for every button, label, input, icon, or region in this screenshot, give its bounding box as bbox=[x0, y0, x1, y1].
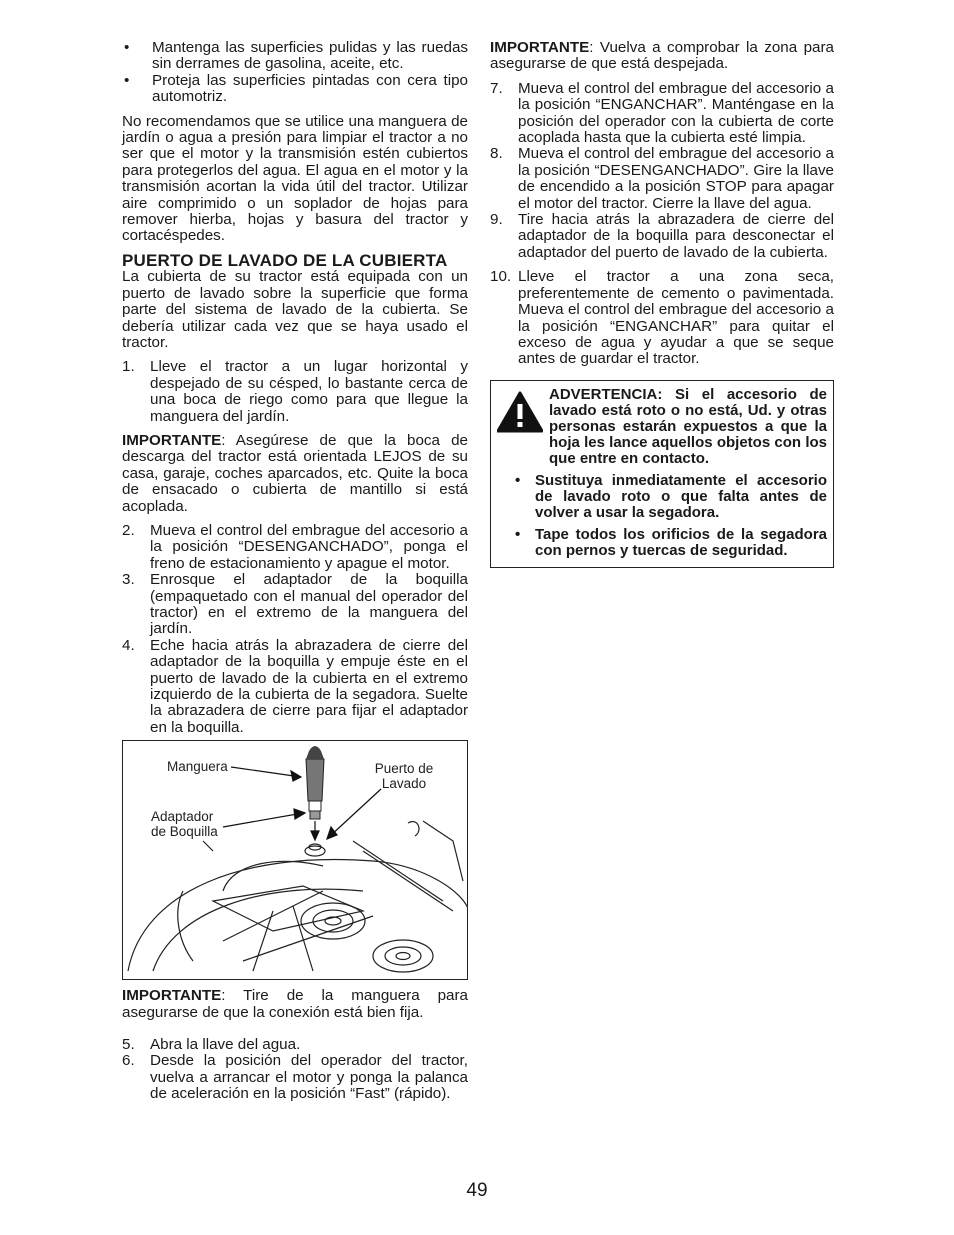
warning-box bbox=[490, 380, 834, 568]
step-number: 6. bbox=[122, 1052, 135, 1070]
step-text: Abra la llave del agua. bbox=[150, 1036, 301, 1054]
step-text: Tire hacia atrás la abrazadera de cierre del adaptador de la boquilla para desconectar el adaptador del puerto de lavado de la cubierta. bbox=[518, 211, 834, 261]
step-number: 7. bbox=[490, 79, 503, 97]
step-number: 10. bbox=[490, 268, 512, 286]
list-item bbox=[122, 1053, 468, 1102]
page-number: 49 bbox=[466, 1180, 488, 1201]
step-text: Eche hacia atrás la abrazadera de cierre del adaptador de la boquilla y empuje éste en el puerto de lavado de la cubierta en el extremo izquierdo de la cubierta de la segadora. Suelte la abrazadera de cierre para fijar el adaptador en la boquilla. bbox=[150, 636, 468, 736]
list-item bbox=[497, 527, 827, 559]
step-number: 3. bbox=[122, 571, 135, 589]
list-item bbox=[122, 40, 468, 73]
step-text: Lleve el tractor a un lugar horizontal y despejado de su césped, lo bastante cerca de una boca de riego como para que llegue la manguera del jardín. bbox=[150, 358, 468, 425]
list-item bbox=[497, 473, 827, 521]
step-text: Lleve el tractor a una zona seca, preferentemente de cemento o pavimentada. Mueva el control del embrague del accesorio a la posición “ENGANCHAR” para quitar el exceso de agua y ayudar a que se seque antes de guardar el tractor. bbox=[518, 268, 834, 368]
warning-text: ADVERTENCIA: Si el accesorio de lavado está roto o no está, Ud. y otras personas estarán expuestos a que la hoja les lance aquellos objetos con los que entre en contacto. bbox=[549, 385, 827, 467]
warning-bullet-text: Tape todos los orificios de la segadora con pernos y tuercas de seguridad. bbox=[535, 525, 827, 559]
bullet-marker: • bbox=[124, 39, 130, 56]
important-note bbox=[122, 433, 468, 515]
list-item bbox=[490, 212, 834, 261]
section-heading: PUERTO DE LAVADO DE LA CUBIERTA bbox=[122, 250, 448, 270]
list-item bbox=[122, 1037, 468, 1053]
bullet-marker: • bbox=[515, 471, 521, 489]
bullet-marker: • bbox=[515, 525, 521, 543]
step-text: Enrosque el adaptador de la boquilla (empaquetado con el manual del operador del tractor) en el extremo de la manguera del jardín. bbox=[150, 571, 468, 638]
list-item bbox=[122, 572, 468, 638]
list-item bbox=[490, 269, 834, 367]
list-item bbox=[490, 146, 834, 212]
step-text: Mueva el control del embrague del accesorio a la posición “DESENGANCHADO”, ponga el freno de estacionamiento y apague el motor. bbox=[150, 521, 468, 572]
important-note bbox=[490, 40, 834, 73]
bullet-text: Proteja las superficies pintadas con cera tipo automotriz. bbox=[152, 71, 468, 106]
right-column bbox=[490, 40, 834, 568]
important-text: : Asegúrese de que la boca de descarga del tractor está orientada LEJOS de su casa, garaje, coches aparcados, etc. Quite la boca de ensacado o cubierta de mantillo si está acoplada. bbox=[122, 431, 468, 515]
step-number: 2. bbox=[122, 521, 135, 539]
step-number: 9. bbox=[490, 211, 503, 229]
important-text: : Tire de la manguera para asegurarse de que la conexión está bien fija. bbox=[122, 987, 468, 1021]
step-text: Desde la posición del operador del tractor, vuelva a arrancar el motor y ponga la palanca de aceleración en la posición “Fast” (rápido). bbox=[150, 1052, 468, 1103]
list-item bbox=[122, 359, 468, 425]
important-text: : Vuelva a comprobar la zona para asegurarse de que está despejada. bbox=[490, 39, 834, 73]
bullet-marker: • bbox=[124, 71, 130, 89]
paragraph: La cubierta de su tractor está equipada con un puerto de lavado sobre la superficie que forma parte del sistema de lavado de la cubierta. Se debería utilizar cada vez que se haya usado el tractor. bbox=[122, 268, 468, 351]
hose-shape bbox=[306, 746, 324, 819]
list-item bbox=[490, 81, 834, 147]
left-column bbox=[122, 40, 468, 1103]
step-number: 8. bbox=[490, 145, 503, 163]
important-label: IMPORTANTE bbox=[490, 39, 590, 56]
list-item bbox=[122, 73, 468, 106]
warning-triangle-icon bbox=[497, 391, 549, 467]
bullet-text: Mantenga las superficies pulidas y las ruedas sin derrames de gasolina, aceite, etc. bbox=[152, 39, 468, 73]
list-item bbox=[122, 638, 468, 736]
warning-bullet-text: Sustituya inmediatamente el accesorio de lavado roto o que falta antes de volver a usar la segadora. bbox=[535, 471, 827, 521]
label-nozzle-adapter: Adaptador de Boquilla bbox=[151, 809, 218, 840]
step-number: 5. bbox=[122, 1036, 135, 1054]
label-hose: Manguera bbox=[167, 759, 228, 775]
step-text: Mueva el control del embrague del accesorio a la posición “DESENGANCHADO”. Gire la llave de encendido a la posición STOP para apagar el motor del tractor. Cierre la llave del agua. bbox=[518, 145, 834, 212]
important-label: IMPORTANTE bbox=[122, 987, 222, 1005]
step-text: Mueva el control del embrague del accesorio a la posición “ENGANCHAR”. Manténgase en la posición del operador con la cubierta de corte acoplada hasta que la cubierta esté limpia. bbox=[518, 79, 834, 147]
important-note bbox=[122, 988, 468, 1021]
label-wash-port: Puerto de Lavado bbox=[374, 761, 434, 792]
paragraph: No recomendamos que se utilice una manguera de jardín o agua a presión para limpiar el tractor a no ser que el motor y la transmisión estén cubiertos para protegerlos del agua. El agua en el motor y la transmisión acortan la vida útil del tractor. Utilizar aire comprimido o un soplador de hojas para remover hierba, hojas y basura del tractor y cortacéspedes. bbox=[122, 112, 468, 245]
important-label: IMPORTANTE bbox=[122, 431, 222, 449]
step-number: 1. bbox=[122, 358, 135, 376]
list-item bbox=[122, 523, 468, 572]
wash-port-illustration bbox=[122, 740, 468, 980]
step-number: 4. bbox=[122, 636, 135, 654]
